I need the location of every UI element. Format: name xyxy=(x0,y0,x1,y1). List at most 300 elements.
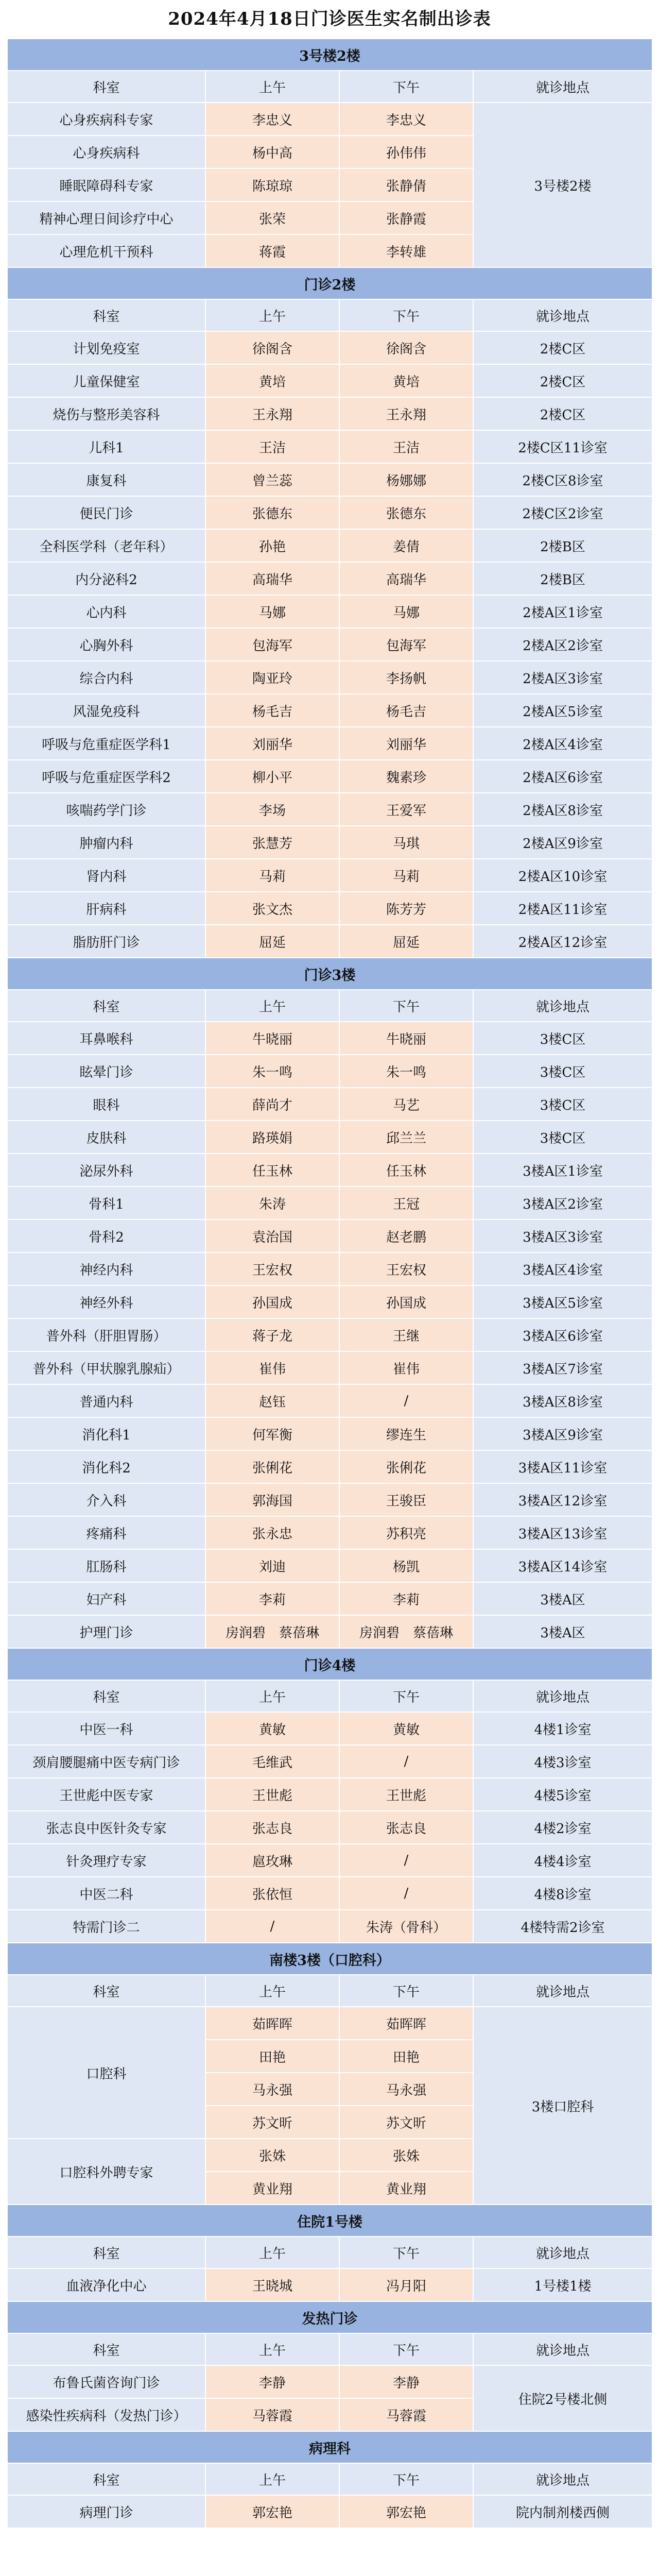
header-am: 上午 xyxy=(205,2463,339,2495)
afternoon-doctor-cell: 朱一鸣 xyxy=(339,1055,473,1088)
header-am: 上午 xyxy=(205,299,339,331)
afternoon-doctor-cell: 冯月阳 xyxy=(339,2268,473,2301)
table-row xyxy=(7,1022,652,1055)
afternoon-doctor-cell: 杨毛吉 xyxy=(339,694,473,727)
department-cell: 心理危机干预科 xyxy=(7,234,205,267)
table-row xyxy=(7,1252,652,1285)
department-cell: 颈肩腰腿痛中医专病门诊 xyxy=(7,1745,205,1778)
header-am: 上午 xyxy=(205,2236,339,2268)
header-am: 上午 xyxy=(205,990,339,1022)
afternoon-doctor-cell: / xyxy=(339,1745,473,1778)
location-cell: 1号楼1楼 xyxy=(473,2268,652,2301)
header-location: 就诊地点 xyxy=(473,1975,652,2007)
location-cell: 3楼A区13诊室 xyxy=(473,1516,652,1549)
location-cell: 3楼A区6诊室 xyxy=(473,1318,652,1351)
column-header-row xyxy=(7,1680,652,1712)
header-dept: 科室 xyxy=(7,71,205,103)
location-cell: 3楼C区 xyxy=(473,1121,652,1154)
location-cell: 3楼A区4诊室 xyxy=(473,1252,652,1285)
department-cell: 心身疾病科 xyxy=(7,135,205,168)
location-cell: 3楼口腔科 xyxy=(473,2007,652,2205)
location-cell: 2楼A区1诊室 xyxy=(473,595,652,628)
table-row xyxy=(7,1516,652,1549)
table-row xyxy=(7,1055,652,1088)
morning-doctor-cell: 李忠义 xyxy=(205,103,339,135)
morning-doctor-cell: 张依恒 xyxy=(205,1877,339,1910)
table-row xyxy=(7,430,652,463)
table-row xyxy=(7,1483,652,1516)
department-cell: 咳喘药学门诊 xyxy=(7,793,205,826)
morning-doctor-cell: 王世彪 xyxy=(205,1778,339,1811)
table-row xyxy=(7,2007,652,2040)
header-pm: 下午 xyxy=(339,1975,473,2007)
table-row xyxy=(7,1844,652,1877)
department-cell: 普外科（甲状腺乳腺疝） xyxy=(7,1351,205,1384)
morning-doctor-cell: 崔伟 xyxy=(205,1351,339,1384)
header-pm: 下午 xyxy=(339,2333,473,2365)
column-header-row xyxy=(7,2236,652,2268)
morning-doctor-cell: 陶亚玲 xyxy=(205,661,339,694)
morning-doctor-cell: 高瑞华 xyxy=(205,562,339,595)
header-location: 就诊地点 xyxy=(473,2236,652,2268)
header-am: 上午 xyxy=(205,71,339,103)
section-title: 门诊2楼 xyxy=(7,267,652,299)
department-cell: 张志良中医针灸专家 xyxy=(7,1811,205,1844)
department-cell: 计划免疫室 xyxy=(7,331,205,364)
department-cell: 王世彪中医专家 xyxy=(7,1778,205,1811)
department-cell: 全科医学科（老年科） xyxy=(7,529,205,562)
afternoon-doctor-cell: 高瑞华 xyxy=(339,562,473,595)
department-cell: 护理门诊 xyxy=(7,1615,205,1648)
location-cell: 3楼A区12诊室 xyxy=(473,1483,652,1516)
location-cell: 3楼C区 xyxy=(473,1055,652,1088)
location-cell: 4楼1诊室 xyxy=(473,1712,652,1745)
afternoon-doctor-cell: 张姝 xyxy=(339,2139,473,2172)
location-cell: 2楼C区8诊室 xyxy=(473,463,652,496)
morning-doctor-cell: 孙艳 xyxy=(205,529,339,562)
department-cell: 神经内科 xyxy=(7,1252,205,1285)
department-cell: 骨科1 xyxy=(7,1187,205,1219)
afternoon-doctor-cell: 包海军 xyxy=(339,628,473,661)
location-cell: 2楼A区6诊室 xyxy=(473,760,652,793)
location-cell: 4楼5诊室 xyxy=(473,1778,652,1811)
table-row xyxy=(7,562,652,595)
department-cell: 儿科1 xyxy=(7,430,205,463)
morning-doctor-cell: 路瑛娟 xyxy=(205,1121,339,1154)
header-pm: 下午 xyxy=(339,2236,473,2268)
afternoon-doctor-cell: 马莉 xyxy=(339,859,473,892)
morning-doctor-cell: 陈琼琼 xyxy=(205,168,339,201)
location-cell: 3楼A区2诊室 xyxy=(473,1187,652,1219)
location-cell: 3楼A区1诊室 xyxy=(473,1154,652,1187)
location-cell: 3楼A区 xyxy=(473,1582,652,1615)
morning-doctor-cell: 马永强 xyxy=(205,2073,339,2106)
department-cell: 疼痛科 xyxy=(7,1516,205,1549)
section-band xyxy=(7,958,652,990)
morning-doctor-cell: 李静 xyxy=(205,2365,339,2398)
morning-doctor-cell: 刘迪 xyxy=(205,1549,339,1582)
department-cell: 中医一科 xyxy=(7,1712,205,1745)
afternoon-doctor-cell: 王永翔 xyxy=(339,397,473,430)
morning-doctor-cell: 张德东 xyxy=(205,496,339,529)
afternoon-doctor-cell: 崔伟 xyxy=(339,1351,473,1384)
table-row xyxy=(7,103,652,135)
section-title: 住院1号楼 xyxy=(7,2205,652,2236)
morning-doctor-cell: 王洁 xyxy=(205,430,339,463)
table-row xyxy=(7,1712,652,1745)
afternoon-doctor-cell: 邱兰兰 xyxy=(339,1121,473,1154)
location-cell: 2楼A区5诊室 xyxy=(473,694,652,727)
department-cell: 风湿免疫科 xyxy=(7,694,205,727)
location-cell: 2楼A区8诊室 xyxy=(473,793,652,826)
table-row xyxy=(7,1187,652,1219)
section-title: 门诊4楼 xyxy=(7,1648,652,1680)
department-cell: 精神心理日间诊疗中心 xyxy=(7,201,205,234)
afternoon-doctor-cell: 田艳 xyxy=(339,2040,473,2073)
afternoon-doctor-cell: 张俐花 xyxy=(339,1450,473,1483)
morning-doctor-cell: 朱涛 xyxy=(205,1187,339,1219)
table-row xyxy=(7,1285,652,1318)
afternoon-doctor-cell: 张德东 xyxy=(339,496,473,529)
afternoon-doctor-cell: 李扬帆 xyxy=(339,661,473,694)
table-row xyxy=(7,496,652,529)
morning-doctor-cell: 薛尚才 xyxy=(205,1088,339,1121)
department-cell: 血液净化中心 xyxy=(7,2268,205,2301)
table-row xyxy=(7,2365,652,2398)
table-row xyxy=(7,1384,652,1417)
morning-doctor-cell: 黄业翔 xyxy=(205,2172,339,2205)
table-row xyxy=(7,1417,652,1450)
table-row xyxy=(7,364,652,397)
afternoon-doctor-cell: 徐阁含 xyxy=(339,331,473,364)
column-header-row xyxy=(7,1975,652,2007)
department-cell: 肿瘤内科 xyxy=(7,826,205,859)
department-cell: 眩晕门诊 xyxy=(7,1055,205,1088)
department-cell: 综合内科 xyxy=(7,661,205,694)
location-cell: 3楼A区11诊室 xyxy=(473,1450,652,1483)
location-cell: 4楼特需2诊室 xyxy=(473,1910,652,1943)
afternoon-doctor-cell: 王宏权 xyxy=(339,1252,473,1285)
morning-doctor-cell: 蒋霞 xyxy=(205,234,339,267)
location-cell: 4楼8诊室 xyxy=(473,1877,652,1910)
location-cell: 2楼A区9诊室 xyxy=(473,826,652,859)
morning-doctor-cell: 杨中高 xyxy=(205,135,339,168)
table-row xyxy=(7,892,652,925)
location-cell: 院内制剂楼西侧 xyxy=(473,2495,652,2528)
morning-doctor-cell: 苏文昕 xyxy=(205,2106,339,2139)
table-row xyxy=(7,1318,652,1351)
afternoon-doctor-cell: 魏素珍 xyxy=(339,760,473,793)
morning-doctor-cell: 李场 xyxy=(205,793,339,826)
table-row xyxy=(7,1121,652,1154)
section-title: 门诊3楼 xyxy=(7,958,652,990)
afternoon-doctor-cell: 王爱军 xyxy=(339,793,473,826)
section-band xyxy=(7,2301,652,2333)
afternoon-doctor-cell: 牛晓丽 xyxy=(339,1022,473,1055)
afternoon-doctor-cell: 孙国成 xyxy=(339,1285,473,1318)
afternoon-doctor-cell: 马蓉霞 xyxy=(339,2398,473,2431)
section-title: 病理科 xyxy=(7,2431,652,2463)
header-location: 就诊地点 xyxy=(473,71,652,103)
department-cell: 心身疾病科专家 xyxy=(7,103,205,135)
location-cell: 3楼A区7诊室 xyxy=(473,1351,652,1384)
header-dept: 科室 xyxy=(7,1680,205,1712)
section-title: 发热门诊 xyxy=(7,2301,652,2333)
afternoon-doctor-cell: 房润碧 蔡蓓琳 xyxy=(339,1615,473,1648)
column-header-row xyxy=(7,299,652,331)
department-cell: 肝病科 xyxy=(7,892,205,925)
department-cell: 康复科 xyxy=(7,463,205,496)
department-cell: 特需门诊二 xyxy=(7,1910,205,1943)
location-cell: 4楼4诊室 xyxy=(473,1844,652,1877)
header-location: 就诊地点 xyxy=(473,1680,652,1712)
location-cell: 2楼A区12诊室 xyxy=(473,925,652,958)
schedule-table xyxy=(7,38,653,2529)
location-cell: 2楼C区2诊室 xyxy=(473,496,652,529)
header-location: 就诊地点 xyxy=(473,2463,652,2495)
section-title: 南楼3楼（口腔科） xyxy=(7,1943,652,1975)
afternoon-doctor-cell: 马永强 xyxy=(339,2073,473,2106)
department-cell: 呼吸与危重症医学科1 xyxy=(7,727,205,760)
morning-doctor-cell: 田艳 xyxy=(205,2040,339,2073)
table-row xyxy=(7,1088,652,1121)
afternoon-doctor-cell: / xyxy=(339,1384,473,1417)
afternoon-doctor-cell: 李静 xyxy=(339,2365,473,2398)
location-cell: 3楼A区14诊室 xyxy=(473,1549,652,1582)
header-location: 就诊地点 xyxy=(473,2333,652,2365)
afternoon-doctor-cell: 缪连生 xyxy=(339,1417,473,1450)
location-cell: 3楼C区 xyxy=(473,1022,652,1055)
location-cell: 2楼B区 xyxy=(473,529,652,562)
department-cell: 睡眠障碍科专家 xyxy=(7,168,205,201)
table-row xyxy=(7,1219,652,1252)
department-cell: 针灸理疗专家 xyxy=(7,1844,205,1877)
afternoon-doctor-cell: 屈延 xyxy=(339,925,473,958)
header-dept: 科室 xyxy=(7,2333,205,2365)
table-row xyxy=(7,760,652,793)
morning-doctor-cell: 马蓉霞 xyxy=(205,2398,339,2431)
morning-doctor-cell: 马莉 xyxy=(205,859,339,892)
afternoon-doctor-cell: 黄培 xyxy=(339,364,473,397)
morning-doctor-cell: 蒋子龙 xyxy=(205,1318,339,1351)
section-band xyxy=(7,1943,652,1975)
location-cell: 住院2号楼北侧 xyxy=(473,2365,652,2431)
morning-doctor-cell: 任玉林 xyxy=(205,1154,339,1187)
department-cell: 脂肪肝门诊 xyxy=(7,925,205,958)
location-cell: 2楼A区3诊室 xyxy=(473,661,652,694)
morning-doctor-cell: 袁治国 xyxy=(205,1219,339,1252)
morning-doctor-cell: / xyxy=(205,1910,339,1943)
afternoon-doctor-cell: 张静倩 xyxy=(339,168,473,201)
table-row xyxy=(7,1778,652,1811)
department-cell: 烧伤与整形美容科 xyxy=(7,397,205,430)
department-cell: 呼吸与危重症医学科2 xyxy=(7,760,205,793)
afternoon-doctor-cell: 孙伟伟 xyxy=(339,135,473,168)
location-cell: 3楼A区 xyxy=(473,1615,652,1648)
location-cell: 2楼B区 xyxy=(473,562,652,595)
location-cell: 4楼2诊室 xyxy=(473,1811,652,1844)
department-cell: 心内科 xyxy=(7,595,205,628)
table-row xyxy=(7,826,652,859)
afternoon-doctor-cell: 茹晖晖 xyxy=(339,2007,473,2040)
morning-doctor-cell: 张荣 xyxy=(205,201,339,234)
afternoon-doctor-cell: 朱涛（骨科） xyxy=(339,1910,473,1943)
morning-doctor-cell: 张志良 xyxy=(205,1811,339,1844)
morning-doctor-cell: 毛维武 xyxy=(205,1745,339,1778)
morning-doctor-cell: 王宏权 xyxy=(205,1252,339,1285)
location-cell: 2楼A区4诊室 xyxy=(473,727,652,760)
department-cell: 心胸外科 xyxy=(7,628,205,661)
location-cell: 2楼C区 xyxy=(473,364,652,397)
morning-doctor-cell: 赵钰 xyxy=(205,1384,339,1417)
morning-doctor-cell: 屈延 xyxy=(205,925,339,958)
table-row xyxy=(7,1910,652,1943)
afternoon-doctor-cell: 姜倩 xyxy=(339,529,473,562)
morning-doctor-cell: 杨毛吉 xyxy=(205,694,339,727)
department-cell: 消化科1 xyxy=(7,1417,205,1450)
department-cell: 消化科2 xyxy=(7,1450,205,1483)
morning-doctor-cell: 牛晓丽 xyxy=(205,1022,339,1055)
table-row xyxy=(7,1745,652,1778)
table-row xyxy=(7,1351,652,1384)
afternoon-doctor-cell: 李转雄 xyxy=(339,234,473,267)
morning-doctor-cell: 张姝 xyxy=(205,2139,339,2172)
morning-doctor-cell: 朱一鸣 xyxy=(205,1055,339,1088)
morning-doctor-cell: 徐阁含 xyxy=(205,331,339,364)
department-cell: 口腔科 xyxy=(7,2007,205,2139)
column-header-row xyxy=(7,2463,652,2495)
afternoon-doctor-cell: 王世彪 xyxy=(339,1778,473,1811)
afternoon-doctor-cell: 马艺 xyxy=(339,1088,473,1121)
column-header-row xyxy=(7,2333,652,2365)
morning-doctor-cell: 张慧芳 xyxy=(205,826,339,859)
section-band xyxy=(7,2205,652,2236)
afternoon-doctor-cell: 张志良 xyxy=(339,1811,473,1844)
afternoon-doctor-cell: 赵老鹏 xyxy=(339,1219,473,1252)
header-pm: 下午 xyxy=(339,1680,473,1712)
section-band xyxy=(7,39,652,71)
afternoon-doctor-cell: 王继 xyxy=(339,1318,473,1351)
afternoon-doctor-cell: 郭宏艳 xyxy=(339,2495,473,2528)
table-row xyxy=(7,1582,652,1615)
header-am: 上午 xyxy=(205,1975,339,2007)
afternoon-doctor-cell: 马琪 xyxy=(339,826,473,859)
table-row xyxy=(7,1877,652,1910)
afternoon-doctor-cell: 张静霞 xyxy=(339,201,473,234)
department-cell: 妇产科 xyxy=(7,1582,205,1615)
morning-doctor-cell: 孙国成 xyxy=(205,1285,339,1318)
department-cell: 肛肠科 xyxy=(7,1549,205,1582)
morning-doctor-cell: 扈玫琳 xyxy=(205,1844,339,1877)
table-row xyxy=(7,925,652,958)
header-dept: 科室 xyxy=(7,2236,205,2268)
department-cell: 肾内科 xyxy=(7,859,205,892)
header-location: 就诊地点 xyxy=(473,990,652,1022)
header-am: 上午 xyxy=(205,1680,339,1712)
morning-doctor-cell: 黄培 xyxy=(205,364,339,397)
morning-doctor-cell: 刘丽华 xyxy=(205,727,339,760)
location-cell: 2楼C区11诊室 xyxy=(473,430,652,463)
column-header-row xyxy=(7,990,652,1022)
morning-doctor-cell: 何军衡 xyxy=(205,1417,339,1450)
afternoon-doctor-cell: / xyxy=(339,1877,473,1910)
location-cell: 2楼A区2诊室 xyxy=(473,628,652,661)
table-row xyxy=(7,595,652,628)
table-row xyxy=(7,529,652,562)
department-cell: 内分泌科2 xyxy=(7,562,205,595)
section-band xyxy=(7,2431,652,2463)
department-cell: 口腔科外聘专家 xyxy=(7,2139,205,2205)
table-row xyxy=(7,397,652,430)
afternoon-doctor-cell: 苏积亮 xyxy=(339,1516,473,1549)
department-cell: 病理门诊 xyxy=(7,2495,205,2528)
afternoon-doctor-cell: 黄敏 xyxy=(339,1712,473,1745)
afternoon-doctor-cell: 陈芳芳 xyxy=(339,892,473,925)
department-cell: 神经外科 xyxy=(7,1285,205,1318)
location-cell: 3楼A区5诊室 xyxy=(473,1285,652,1318)
morning-doctor-cell: 张文杰 xyxy=(205,892,339,925)
afternoon-doctor-cell: 李忠义 xyxy=(339,103,473,135)
header-pm: 下午 xyxy=(339,299,473,331)
morning-doctor-cell: 茹晖晖 xyxy=(205,2007,339,2040)
department-cell: 普外科（肝胆胃肠） xyxy=(7,1318,205,1351)
morning-doctor-cell: 张俐花 xyxy=(205,1450,339,1483)
table-row xyxy=(7,859,652,892)
page-title: 2024年4月18日门诊医生实名制出诊表 xyxy=(168,9,491,29)
table-row xyxy=(7,1811,652,1844)
morning-doctor-cell: 马娜 xyxy=(205,595,339,628)
department-cell: 布鲁氏菌咨询门诊 xyxy=(7,2365,205,2398)
afternoon-doctor-cell: 王洁 xyxy=(339,430,473,463)
table-row xyxy=(7,661,652,694)
location-cell: 2楼C区 xyxy=(473,397,652,430)
table-row xyxy=(7,694,652,727)
department-cell: 儿童保健室 xyxy=(7,364,205,397)
table-row xyxy=(7,1549,652,1582)
table-row xyxy=(7,463,652,496)
morning-doctor-cell: 张永忠 xyxy=(205,1516,339,1549)
header-pm: 下午 xyxy=(339,71,473,103)
afternoon-doctor-cell: 李莉 xyxy=(339,1582,473,1615)
morning-doctor-cell: 柳小平 xyxy=(205,760,339,793)
location-cell: 2楼A区10诊室 xyxy=(473,859,652,892)
section-title: 3号楼2楼 xyxy=(7,39,652,71)
morning-doctor-cell: 房润碧 蔡蓓琳 xyxy=(205,1615,339,1648)
department-cell: 普通内科 xyxy=(7,1384,205,1417)
afternoon-doctor-cell: 杨娜娜 xyxy=(339,463,473,496)
table-row xyxy=(7,727,652,760)
afternoon-doctor-cell: 苏文昕 xyxy=(339,2106,473,2139)
department-cell: 眼科 xyxy=(7,1088,205,1121)
section-band xyxy=(7,1648,652,1680)
morning-doctor-cell: 王晓城 xyxy=(205,2268,339,2301)
section-band xyxy=(7,267,652,299)
department-cell: 皮肤科 xyxy=(7,1121,205,1154)
department-cell: 耳鼻喉科 xyxy=(7,1022,205,1055)
table-row xyxy=(7,331,652,364)
table-row xyxy=(7,1615,652,1648)
header-am: 上午 xyxy=(205,2333,339,2365)
table-row xyxy=(7,2268,652,2301)
header-dept: 科室 xyxy=(7,1975,205,2007)
header-location: 就诊地点 xyxy=(473,299,652,331)
morning-doctor-cell: 郭宏艳 xyxy=(205,2495,339,2528)
location-cell: 3楼A区9诊室 xyxy=(473,1417,652,1450)
morning-doctor-cell: 李莉 xyxy=(205,1582,339,1615)
table-row xyxy=(7,2495,652,2528)
location-cell: 2楼C区 xyxy=(473,331,652,364)
table-row xyxy=(7,793,652,826)
